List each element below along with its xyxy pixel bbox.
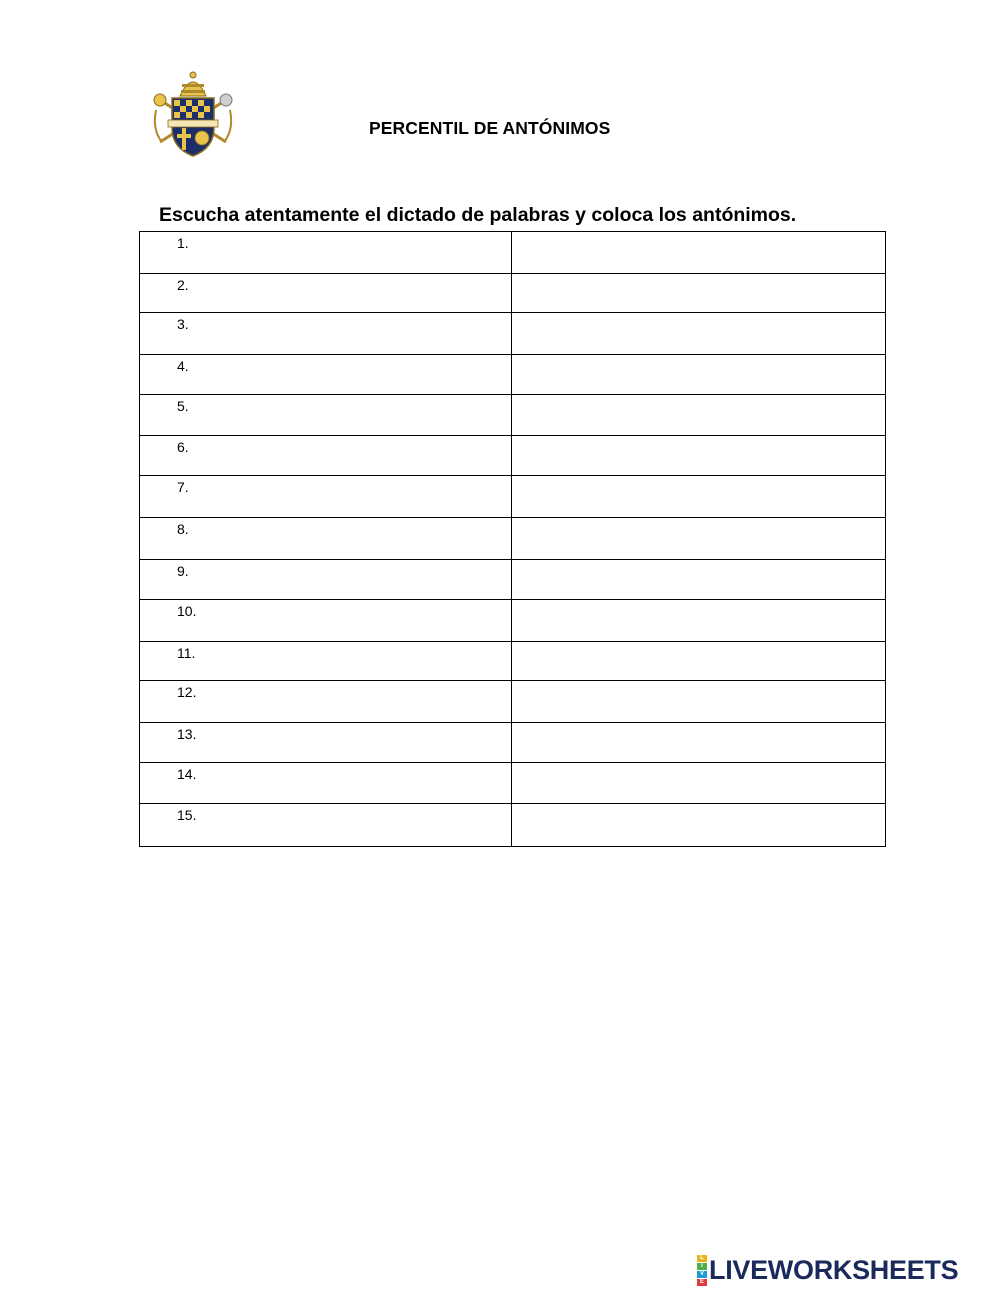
answer-cell[interactable]: [512, 560, 886, 600]
row-number-label: 11.: [177, 645, 196, 661]
logo-block: V: [697, 1271, 707, 1278]
row-number-label: 9.: [177, 563, 189, 579]
table-row: [140, 804, 886, 847]
row-number-label: 10.: [177, 603, 197, 619]
table-row: [140, 560, 886, 600]
table-row: [140, 681, 886, 723]
row-number-cell: [140, 600, 512, 642]
row-number-label: 6.: [177, 439, 189, 455]
logo-blocks-icon: [697, 1255, 707, 1286]
liveworksheets-brand: LIVEWORKSHEETS: [709, 1254, 959, 1285]
table-row: [140, 476, 886, 518]
answer-cell[interactable]: [512, 804, 886, 847]
row-number-label: 2.: [177, 277, 189, 293]
row-number-cell: [140, 518, 512, 560]
answer-cell[interactable]: [512, 313, 886, 355]
row-number-label: 15.: [177, 807, 197, 823]
row-number-cell: [140, 395, 512, 436]
logo-block: E: [697, 1279, 707, 1286]
instructions-text: Escucha atentamente el dictado de palabras y coloca los antónimos.: [159, 204, 797, 226]
antonyms-table: [139, 231, 886, 847]
table-row: [140, 600, 886, 642]
table-row: [140, 395, 886, 436]
row-number-label: 1.: [177, 235, 189, 251]
answer-cell[interactable]: [512, 681, 886, 723]
table-row: [140, 518, 886, 560]
row-number-cell: [140, 476, 512, 518]
row-number-label: 8.: [177, 521, 189, 537]
row-number-cell: [140, 804, 512, 847]
answer-cell[interactable]: [512, 232, 886, 274]
logo-block: I: [697, 1263, 707, 1270]
row-number-label: 3.: [177, 316, 189, 332]
row-number-label: 4.: [177, 358, 189, 374]
row-number-cell: [140, 723, 512, 763]
row-number-cell: [140, 642, 512, 681]
row-number-cell: [140, 355, 512, 395]
answer-cell[interactable]: [512, 600, 886, 642]
row-number-cell: [140, 681, 512, 723]
row-number-label: 7.: [177, 479, 189, 495]
answer-cell[interactable]: [512, 763, 886, 804]
page-title: PERCENTIL DE ANTÓNIMOS: [369, 118, 611, 138]
row-number-label: 12.: [177, 684, 197, 700]
row-number-cell: [140, 763, 512, 804]
table-row: [140, 642, 886, 681]
table-row: [140, 313, 886, 355]
liveworksheets-logo: [697, 1255, 958, 1285]
row-number-cell: [140, 274, 512, 313]
row-number-label: 14.: [177, 766, 197, 782]
row-number-label: 5.: [177, 398, 189, 414]
row-number-cell: [140, 232, 512, 274]
answer-cell[interactable]: [512, 642, 886, 681]
table-row: [140, 274, 886, 313]
table-row: [140, 232, 886, 274]
school-crest-icon: [150, 70, 236, 160]
answer-cell[interactable]: [512, 518, 886, 560]
row-number-cell: [140, 313, 512, 355]
table-row: [140, 763, 886, 804]
answer-cell[interactable]: [512, 476, 886, 518]
table-row: [140, 355, 886, 395]
row-number-cell: [140, 436, 512, 476]
table-row: [140, 436, 886, 476]
antonyms-table-body: [140, 232, 886, 847]
logo-block: L: [697, 1255, 707, 1262]
answer-cell[interactable]: [512, 274, 886, 313]
row-number-label: 13.: [177, 726, 197, 742]
answer-cell[interactable]: [512, 723, 886, 763]
answer-cell[interactable]: [512, 355, 886, 395]
table-row: [140, 723, 886, 763]
answer-cell[interactable]: [512, 395, 886, 436]
answer-cell[interactable]: [512, 436, 886, 476]
row-number-cell: [140, 560, 512, 600]
